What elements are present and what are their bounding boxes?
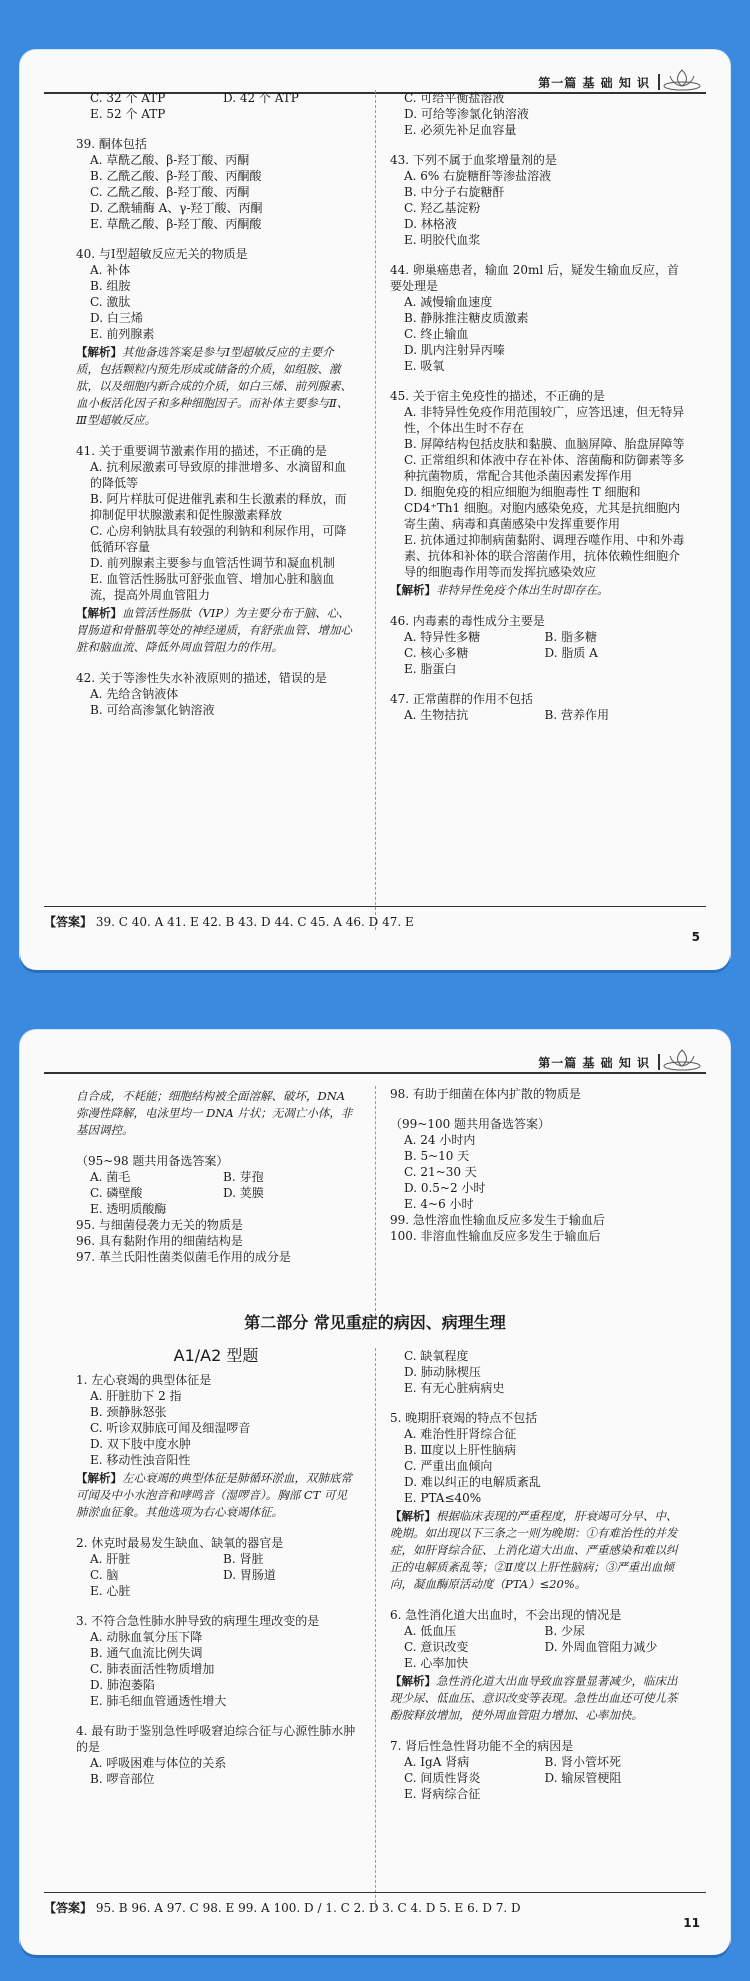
question-stem: 45. 关于宿主免疫性的描述，不正确的是	[390, 389, 605, 403]
option-item	[545, 1786, 686, 1802]
option-item: A. 呼吸困难与体位的关系	[90, 1756, 227, 1770]
option-item: B. 静脉推注糖皮质激素	[404, 311, 529, 325]
part-title: 第一篇 基 础 知 识	[538, 76, 650, 90]
explanation-text: 左心衰竭的典型体征是肺循环淤血，双肺底常可闻及中小水泡音和哮鸣音（湿啰音）。胸部 CT 可见肺淤血征象。其他选项为右心衰竭体征。	[76, 1471, 352, 1519]
option-item: A. 肝脏	[90, 1552, 131, 1566]
option-item: C. 肺表面活性物质增加	[90, 1662, 215, 1676]
explanation-text: 非特异性免疫个体出生时即存在。	[436, 583, 609, 597]
question-stem: 96. 具有黏附作用的细菌结构是	[76, 1234, 243, 1248]
option-item: C. 意识改变	[404, 1640, 469, 1654]
question-block	[76, 1372, 356, 1521]
option-item: E. 肺毛细血管通透性增大	[90, 1694, 227, 1708]
option-item: D. 0.5~2 小时	[404, 1181, 486, 1195]
option-item: C. 终止输血	[404, 327, 469, 341]
option-item: A. 非特异性免疫作用范围较广，应答迅速，但无特异性，个体出生时不存在	[404, 405, 685, 435]
question-stem: 42. 关于等渗性失水补液原则的描述，错误的是	[76, 671, 327, 685]
page-number: 11	[683, 1916, 700, 1930]
explanation	[390, 1673, 685, 1724]
header-separator	[658, 1054, 660, 1070]
option-item: C. 严重出血倾向	[404, 1459, 493, 1473]
question-block	[390, 1607, 685, 1724]
right-column	[390, 90, 685, 737]
option-item: C. 磷壁酸	[90, 1186, 143, 1200]
explanation-text: 根据临床表现的严重程度，肝衰竭可分早、中、晚期。如出现以下三条之一则为晚期：①有难治性的并发症，如肝肾综合征、上消化道大出血、严重感染和难以纠正的电解质紊乱等；②Ⅱ度以上肝性脑病；③严重出血倾向，凝血酶原活动度（PTA）≤20%。	[390, 1509, 678, 1591]
option-item	[545, 661, 686, 677]
option-item: D. 输尿管梗阻	[544, 1771, 622, 1785]
option-item: B. 阿片样肽可促进催乳素和生长激素的释放，而抑制促甲状腺激素和促性腺激素释放	[90, 492, 347, 522]
question-block	[390, 1410, 685, 1593]
explanation-text: 其他备选答案是参与Ⅰ型超敏反应的主要介质，包括颗粒内预先形成或储备的介质，如组胺、激肽，以及细胞内新合成的介质，如白三烯、前列腺素、血小板活化因子和多种细胞因子。而补体主要参与Ⅱ、Ⅲ型超敏反应。	[76, 345, 352, 427]
explanation	[390, 582, 685, 599]
answer-tag: 【答案】	[44, 1901, 93, 1915]
option-item: A. 6% 右旋糖酐等渗盐溶液	[404, 169, 552, 183]
option-item: B. 颈静脉怒张	[90, 1405, 167, 1419]
option-item: E. 透明质酸酶	[90, 1202, 167, 1216]
option-item	[223, 1201, 356, 1217]
option-item: E. 心脏	[90, 1584, 131, 1598]
option-item: C. 核心多糖	[404, 646, 469, 660]
question-block	[76, 136, 356, 232]
option-item: D. 外周血管阻力减少	[544, 1640, 658, 1654]
option-item: A. 菌毛	[90, 1170, 131, 1184]
option-item: A. 草酰乙酸、β-羟丁酸、丙酮	[90, 153, 250, 167]
question-block	[76, 1535, 356, 1599]
option-item: C. 羟乙基淀粉	[404, 201, 481, 215]
option-item: D. 前列腺素主要参与血管活性调节和凝血机制	[90, 556, 335, 570]
option-item: D. 脂质 A	[544, 646, 598, 660]
option-item: C. 脑	[90, 1568, 119, 1582]
option-item: D. 可给等渗氯化钠溶液	[404, 107, 529, 121]
option-item: B. 肾脏	[223, 1552, 264, 1566]
option-item: A. 减慢输血速度	[404, 295, 493, 309]
explanation-tag: 【解析】	[390, 1509, 436, 1523]
question-block	[390, 1348, 685, 1396]
option-grid	[390, 1754, 685, 1802]
question-stem: 39. 酮体包括	[76, 137, 147, 151]
option-item: D. 难以纠正的电解质紊乱	[404, 1475, 541, 1489]
option-item: B. 少尿	[544, 1624, 585, 1638]
option-item: E. 吸氧	[404, 359, 445, 373]
option-item: E. 必须先补足血容量	[404, 123, 517, 137]
question-block	[390, 152, 685, 248]
page-header	[20, 1044, 730, 1084]
option-item: E. 前列腺素	[90, 327, 155, 341]
question-block	[76, 443, 356, 656]
explanation	[390, 1508, 685, 1593]
right-column	[390, 1348, 685, 1816]
option-item: A. 低血压	[404, 1624, 457, 1638]
shared-options-stem: （99~100 题共用备选答案）	[390, 1117, 551, 1131]
section-title: 第二部分 常见重症的病因、病理生理	[244, 1313, 506, 1332]
option-item: C. 可给平衡盐溶液	[404, 91, 505, 105]
option-item: E. PTA≤40%	[404, 1491, 482, 1505]
option-item: D. 肺泡萎陷	[90, 1678, 155, 1692]
option-item: A. 特异性多糖	[404, 630, 481, 644]
answer-key	[44, 1892, 706, 1916]
option-item: A. 先给含钠液体	[90, 687, 179, 701]
page-number: 5	[691, 930, 700, 944]
left-top-column	[76, 1086, 356, 1265]
option-item: B. 屏障结构包括皮肤和黏膜、血脑屏障、胎盘屏障等	[404, 437, 685, 451]
explanation-tag: 【解析】	[390, 1674, 436, 1688]
right-top-column	[390, 1086, 685, 1244]
option-item: B. 中分子右旋糖酐	[404, 185, 505, 199]
column-divider	[375, 90, 376, 930]
question-items	[76, 1217, 356, 1265]
question-block	[390, 691, 685, 723]
option-item: D. 双下肢中度水肿	[90, 1437, 191, 1451]
question-block	[390, 613, 685, 677]
option-item: E. 明胶代血浆	[404, 233, 481, 247]
question-stem: 5. 晚期肝衰竭的特点不包括	[390, 1411, 538, 1425]
page-card-2	[20, 1030, 730, 1955]
option-item: D. 42 个 ATP	[223, 91, 299, 105]
option-item: E. 抗体通过抑制病菌黏附、调理吞噬作用、中和外毒素、抗体和补体的联合溶菌作用，抗体依赖性细胞介导的细胞毒作用等而发挥抗感染效应	[404, 533, 685, 579]
lotus-logo-icon	[662, 1046, 702, 1072]
option-item	[223, 106, 356, 122]
part-title: 第一篇 基 础 知 识	[538, 1056, 650, 1070]
question-stem: 3. 不符合急性肺水肿导致的病理生理改变的是	[76, 1614, 320, 1628]
question-items	[390, 1212, 685, 1244]
question-block	[76, 246, 356, 429]
option-item: D. 乙酰辅酶 A、γ-羟丁酸、丙酮	[90, 201, 263, 215]
option-item: A. 抗利尿激素可导致原的排泄增多、水滴留和血的降低等	[90, 460, 347, 490]
question-block	[76, 670, 356, 718]
option-item: E. 有无心脏病病史	[404, 1381, 505, 1395]
page-card-1	[20, 50, 730, 970]
option-item: A. 补体	[90, 263, 131, 277]
option-item: E. 4~6 小时	[404, 1197, 474, 1211]
left-column	[76, 90, 356, 732]
explanation-tag: 【解析】	[76, 606, 122, 620]
lotus-logo-icon	[662, 66, 702, 92]
option-item: E. 血管活性肠肽可舒张血管、增加心脏和脑血流，提高外周血管阻力	[90, 572, 335, 602]
continued-explanation: 自合成，不耗能；细胞结构被全面溶解、破坏，DNA 弥漫性降解，电泳里均一 DNA 片状；无凋亡小体，非基因调控。	[76, 1089, 353, 1137]
option-item: C. 正常组织和体液中存在补体、溶菌酶和防御素等多种抗菌物质，常配合其他杀菌因素发挥作用	[404, 453, 685, 483]
option-item: D. 林格液	[404, 217, 457, 231]
option-item: A. 生物拮抗	[404, 708, 469, 722]
option-item: A. 肝脏肋下 2 指	[90, 1389, 182, 1403]
question-block	[76, 90, 356, 122]
option-item: E. 52 个 ATP	[90, 107, 166, 121]
option-item: D. 荚膜	[223, 1186, 264, 1200]
question-stem: 40. 与Ⅰ型超敏反应无关的物质是	[76, 247, 248, 261]
option-item: E. 移动性浊音阳性	[90, 1453, 191, 1467]
question-stem: 99. 急性溶血性输血反应多发生于输血后	[390, 1213, 605, 1227]
option-item: B. 芽孢	[223, 1170, 264, 1184]
option-item: E. 心率加快	[404, 1656, 469, 1670]
option-item: D. 肺动脉楔压	[404, 1365, 481, 1379]
option-item: B. Ⅲ度以上肝性脑病	[404, 1443, 517, 1457]
question-stem: 97. 革兰氏阳性菌类似菌毛作用的成分是	[76, 1250, 291, 1264]
option-item: B. 啰音部位	[90, 1772, 155, 1786]
header-separator	[658, 74, 660, 90]
option-item: B. 通气血流比例失调	[90, 1646, 203, 1660]
question-items	[390, 1086, 685, 1102]
answer-list: 95. B 96. A 97. C 98. E 99. A 100. D / 1. C 2. D 3. C 4. D 5. E 6. D 7. D	[95, 1901, 521, 1915]
left-column	[76, 1348, 356, 1801]
option-item: A. 动脉血氧分压下降	[90, 1630, 203, 1644]
option-item: A. 难治性肝肾综合征	[404, 1427, 517, 1441]
option-item: C. 激肽	[90, 295, 131, 309]
question-stem: 44. 卵巢癌患者，输血 20ml 后，疑发生输血反应，首要处理是	[390, 263, 680, 293]
option-grid	[76, 1551, 356, 1599]
option-item: C. 32 个 ATP	[90, 91, 166, 105]
option-item: B. 肾小管坏死	[544, 1755, 621, 1769]
option-grid	[390, 707, 685, 723]
question-block	[390, 262, 685, 374]
option-item: C. 缺氧程度	[404, 1349, 469, 1363]
question-stem: 43. 下列不属于血浆增量剂的是	[390, 153, 557, 167]
shared-options-stem: （95~98 题共用备选答案）	[76, 1154, 229, 1168]
option-item: B. 可给高渗氯化钠溶液	[90, 703, 215, 717]
explanation-tag: 【解析】	[76, 1471, 122, 1485]
option-grid	[390, 629, 685, 677]
option-item: D. 细胞免疫的相应细胞为细胞毒性 T 细胞和 CD4⁺Th1 细胞。对胞内感染免疫，尤其是抗细胞内寄生菌、病毒和真菌感染中发挥重要作用	[404, 485, 680, 531]
option-item: D. 胃肠道	[223, 1568, 276, 1582]
question-stem: 98. 有助于细菌在体内扩散的物质是	[390, 1087, 581, 1101]
question-block	[76, 1723, 356, 1787]
option-item: C. 心房利钠肽具有较强的利钠和利尿作用，可降低循环容量	[90, 524, 347, 554]
option-item: B. 乙酰乙酸、β-羟丁酸、丙酮酸	[90, 169, 262, 183]
question-stem: 100. 非溶血性输血反应多发生于输血后	[390, 1229, 601, 1243]
option-grid	[390, 1623, 685, 1671]
shared-options	[76, 1169, 356, 1217]
explanation-tag: 【解析】	[390, 583, 436, 597]
explanation	[76, 344, 356, 429]
shared-options	[390, 1132, 685, 1212]
option-item: C. 乙酰乙酸、β-羟丁酸、丙酮	[90, 185, 250, 199]
option-item: B. 营养作用	[544, 708, 609, 722]
option-item	[545, 1655, 686, 1671]
explanation-text: 血管活性肠肽（VIP）为主要分布于脑、心、胃肠道和骨骼肌等处的神经递质，有舒张血管、增加心脏和脑血流、降低外周血管阻力的作用。	[76, 606, 352, 654]
question-block	[76, 1613, 356, 1709]
answer-tag: 【答案】	[44, 915, 93, 929]
option-grid	[76, 90, 356, 122]
option-item: E. 脂蛋白	[404, 662, 457, 676]
option-item: D. 肌内注射异丙嗪	[404, 343, 505, 357]
option-item	[223, 1583, 356, 1599]
question-block	[390, 1738, 685, 1802]
question-stem: 41. 关于重要调节激素作用的描述，不正确的是	[76, 444, 327, 458]
header-rule	[44, 1072, 706, 1074]
option-item: B. 脂多糖	[544, 630, 597, 644]
answer-key	[44, 906, 706, 930]
column-divider-top	[375, 1086, 376, 1316]
question-stem: 95. 与细菌侵袭力无关的物质是	[76, 1218, 243, 1232]
question-block	[390, 90, 685, 138]
question-stem: 47. 正常菌群的作用不包括	[390, 692, 533, 706]
explanation	[76, 1470, 356, 1521]
answer-list: 39. C 40. A 41. E 42. B 43. D 44. C 45. A 46. D 47. E	[95, 915, 414, 929]
option-item: A. IgA 肾病	[404, 1755, 470, 1769]
option-item: B. 5~10 天	[404, 1149, 470, 1163]
question-stem: 4. 最有助于鉴别急性呼吸窘迫综合征与心源性肺水肿的是	[76, 1724, 356, 1754]
option-item: A. 24 小时内	[404, 1133, 476, 1147]
explanation-tag: 【解析】	[76, 345, 122, 359]
explanation	[76, 605, 356, 656]
option-item: C. 听诊双肺底可闻及细湿啰音	[90, 1421, 251, 1435]
option-item: E. 草酰乙酸、β-羟丁酸、丙酮酸	[90, 217, 262, 231]
option-item: D. 白三烯	[90, 311, 143, 325]
option-item: C. 21~30 天	[404, 1165, 477, 1179]
explanation-text: 急性消化道大出血导致血容量显著减少，临床出现少尿、低血压、意识改变等表现。急性出血还可使儿茶酚胺释放增加，使外周血管阻力增加、心率加快。	[390, 1674, 678, 1722]
question-stem: 7. 肾后性急性肾功能不全的病因是	[390, 1739, 574, 1753]
column-divider	[375, 1348, 376, 1908]
option-item: C. 间质性肾炎	[404, 1771, 481, 1785]
question-stem: 1. 左心衰竭的典型体征是	[76, 1373, 212, 1387]
question-stem: 46. 内毒素的毒性成分主要是	[390, 614, 545, 628]
question-stem: 6. 急性消化道大出血时，不会出现的情况是	[390, 1608, 622, 1622]
option-item: E. 肾病综合征	[404, 1787, 481, 1801]
question-type-title: A1/A2 型题	[173, 1346, 259, 1365]
question-stem: 2. 休克时最易发生缺血、缺氧的器官是	[76, 1536, 284, 1550]
option-item: B. 组胺	[90, 279, 131, 293]
question-block	[390, 388, 685, 599]
